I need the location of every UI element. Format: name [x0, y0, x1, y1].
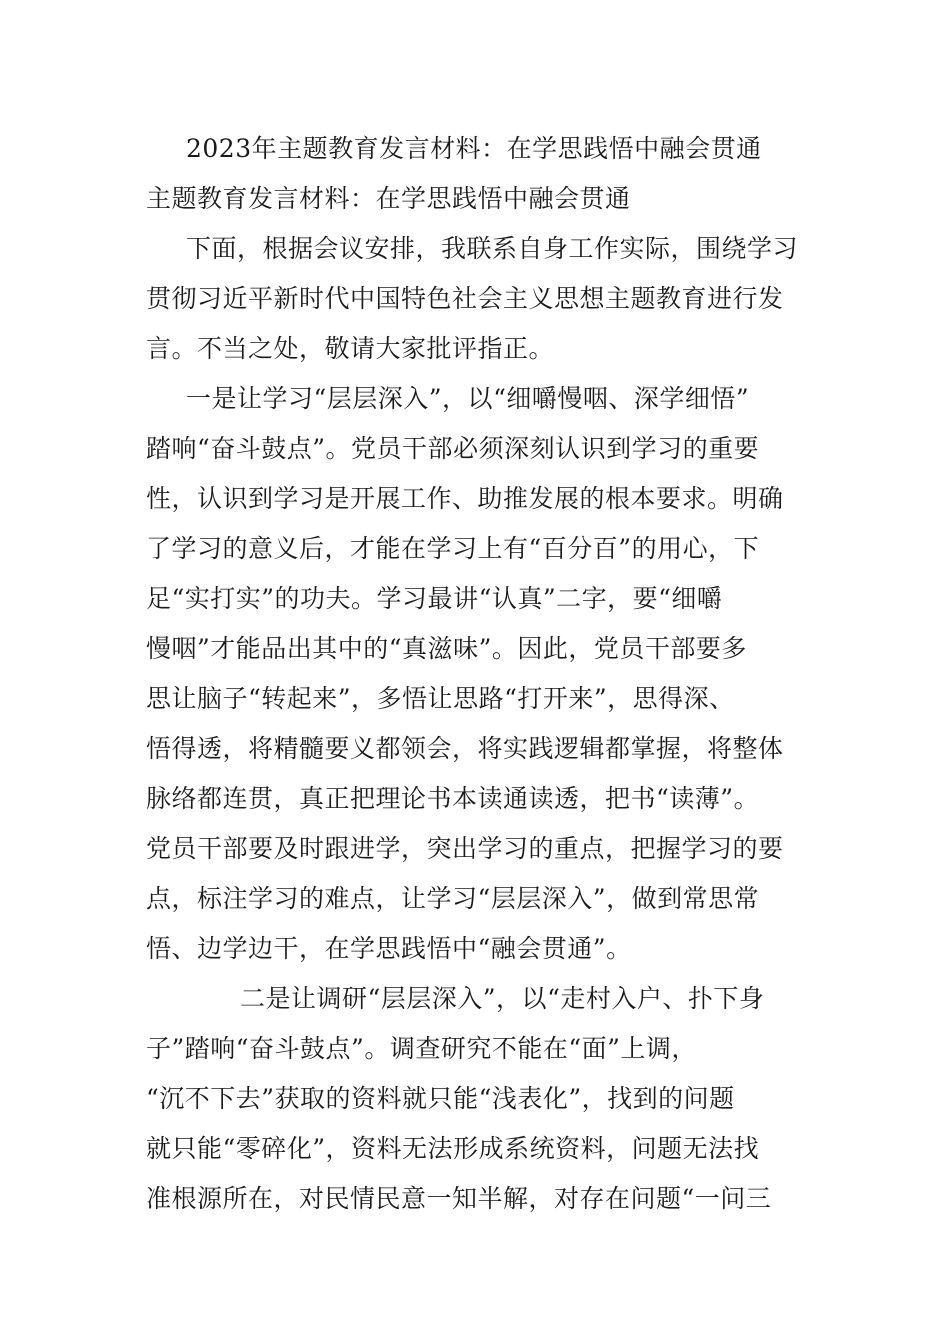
body-line: 慢咽”才能品出其中的“真滋味”。因此，党员干部要多 — [146, 634, 747, 663]
body-line: 就只能“零碎化”，资料无法形成系统资料，问题无法找 — [146, 1134, 760, 1163]
body-line: 悟得透，将精髓要义都领会，将实践逻辑都掌握，将整体 — [146, 734, 784, 763]
body-line: 一是让学习“层层深入”，以“细嚼慢咽、深学细悟” — [186, 384, 750, 413]
document-title: 2023年主题教育发言材料：在学思践悟中融会贯通 — [186, 134, 762, 163]
body-line: 了学习的意义后，才能在学习上有“百分百”的用心，下 — [146, 534, 760, 563]
document-subtitle: 主题教育发言材料：在学思践悟中融会贯通 — [146, 184, 631, 213]
body-line: 党员干部要及时跟进学，突出学习的重点，把握学习的要 — [146, 834, 784, 863]
body-line: 思让脑子“转起来”，多悟让思路“打开来”，思得深、 — [146, 684, 735, 713]
body-line: 点，标注学习的难点，让学习“层层深入”，做到常思常 — [146, 884, 760, 913]
body-line: 贯彻习近平新时代中国特色社会主义思想主题教育进行发 — [146, 284, 784, 313]
body-line: 下面，根据会议安排，我联系自身工作实际，围绕学习 — [186, 234, 799, 263]
body-line: 准根源所在，对民情民意一知半解，对存在问题“一问三 — [146, 1184, 772, 1213]
body-line: “沉不下去”获取的资料就只能“浅表化”，找到的问题 — [146, 1084, 735, 1113]
body-line: 言。不当之处，敬请大家批评指正。 — [146, 334, 555, 363]
body-line: 踏响“奋斗鼓点”。党员干部必须深刻认识到学习的重要 — [146, 434, 760, 463]
body-line: 子”踏响“奋斗鼓点”。调查研究不能在“面”上调， — [146, 1034, 697, 1063]
body-line: 二是让调研“层层深入”，以“走村入户、扑下身 — [240, 984, 765, 1013]
body-line: 足“实打实”的功夫。学习最讲“认真”二字，要“细嚼 — [146, 584, 723, 613]
body-line: 性，认识到学习是开展工作、助推发展的根本要求。明确 — [146, 484, 784, 513]
body-line: 脉络都连贯，真正把理论书本读通读透，把书“读薄”。 — [146, 784, 760, 813]
body-line: 悟、边学边干，在学思践悟中“融会贯通”。 — [146, 934, 632, 963]
